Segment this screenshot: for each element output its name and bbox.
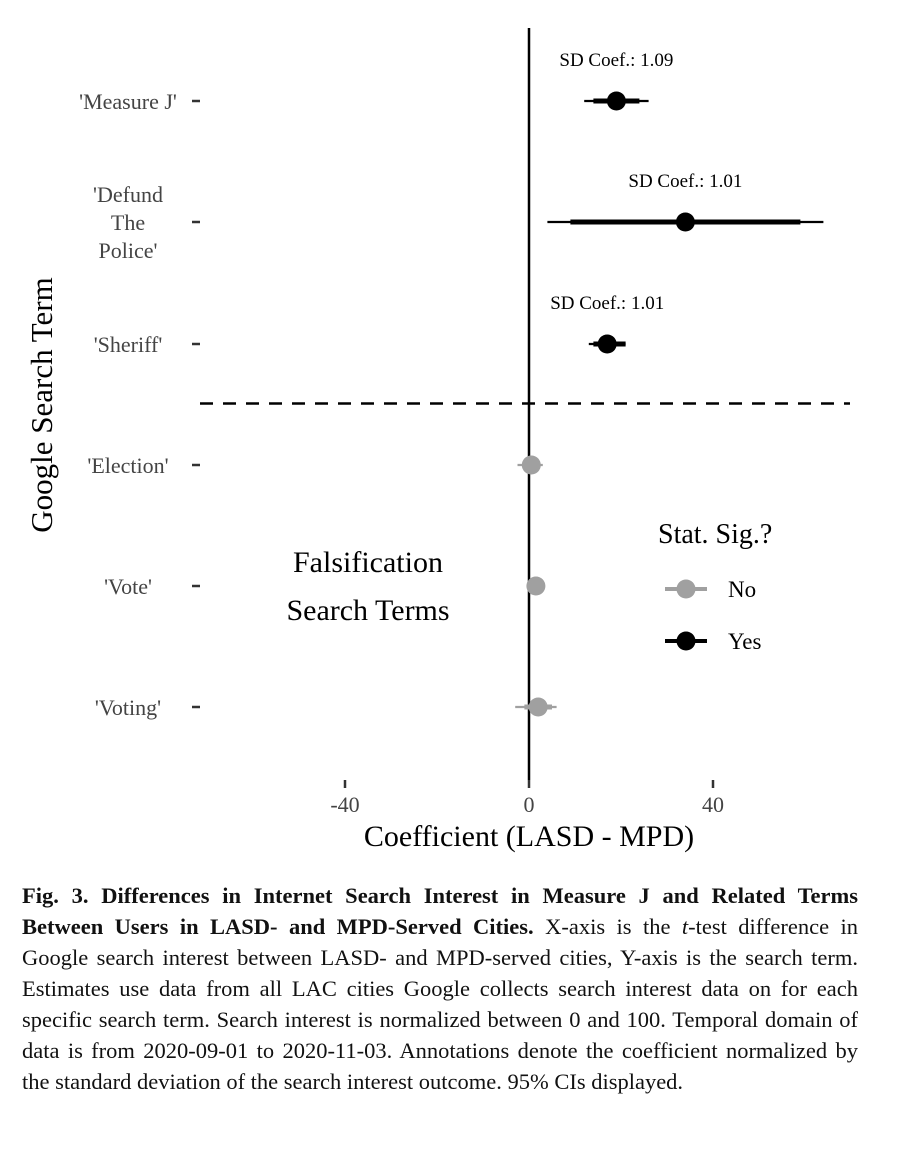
legend-entry-label: Yes xyxy=(728,629,762,654)
caption-body-start: X-axis is the xyxy=(545,914,671,939)
sd-coef-annotation: SD Coef.: 1.01 xyxy=(628,171,743,192)
y-tick-label-line: 'Voting' xyxy=(94,695,162,720)
y-tick-label xyxy=(93,182,163,263)
caption-body-rest: -test difference in Google search interest between LASD- and MPD-served cities, Y-axis is the search term. Estimates use data from all LAC cities Google collects search interest data on for each specific search term. Search interest is normalized between 0 and 100. Temporal domain of data is from 2020-09-01 to 2020-11-03. Annotations denote the coefficient normalized by the standard deviation of the search interest outcome. 95% CIs displayed. xyxy=(22,914,859,1094)
falsification-annotation: Falsification xyxy=(293,546,443,579)
y-tick-label-line: 'Election' xyxy=(87,453,169,478)
y-tick-label xyxy=(94,332,163,357)
figure-caption xyxy=(22,880,858,1097)
caption-italic-t: t xyxy=(681,914,689,939)
legend-title: Stat. Sig.? xyxy=(658,519,773,550)
legend-key-point xyxy=(677,632,696,651)
y-tick-label-line: The xyxy=(110,210,146,235)
point-estimate xyxy=(676,213,695,232)
x-axis-title: Coefficient (LASD - MPD) xyxy=(363,820,695,853)
y-tick-label-line: 'Sheriff' xyxy=(93,332,163,357)
y-tick-label-line: 'Defund xyxy=(93,182,163,207)
y-tick-label-line: 'Measure J' xyxy=(79,89,177,114)
x-tick-label: -40 xyxy=(330,792,360,817)
y-tick-label-line: 'Vote' xyxy=(104,574,152,599)
y-tick-label xyxy=(104,574,152,599)
point-estimate xyxy=(598,335,617,354)
point-estimate xyxy=(529,698,548,717)
y-tick-label-line: Police' xyxy=(98,238,158,263)
legend-key-point xyxy=(677,580,696,599)
point-estimate xyxy=(526,577,545,596)
y-tick-label xyxy=(87,453,168,478)
falsification-annotation: Search Terms xyxy=(286,594,450,627)
sd-coef-annotation: SD Coef.: 1.01 xyxy=(550,293,665,314)
sd-coef-annotation: SD Coef.: 1.09 xyxy=(559,50,674,71)
caption-label: Fig. 3. xyxy=(22,883,89,908)
y-tick-label xyxy=(95,695,161,720)
plot-area xyxy=(79,28,850,817)
point-estimate xyxy=(607,92,626,111)
y-tick-label xyxy=(79,89,177,114)
x-tick-label: 0 xyxy=(523,792,535,817)
y-axis-title: Google Search Term xyxy=(24,277,59,533)
point-estimate xyxy=(522,456,541,475)
legend-entry-label: No xyxy=(728,577,757,602)
x-tick-label: 40 xyxy=(702,792,724,817)
caption-title: Differences in Internet Search Interest in Measure J and Related Terms Between Users in LASD- and MPD-Served Cities. xyxy=(22,883,859,939)
